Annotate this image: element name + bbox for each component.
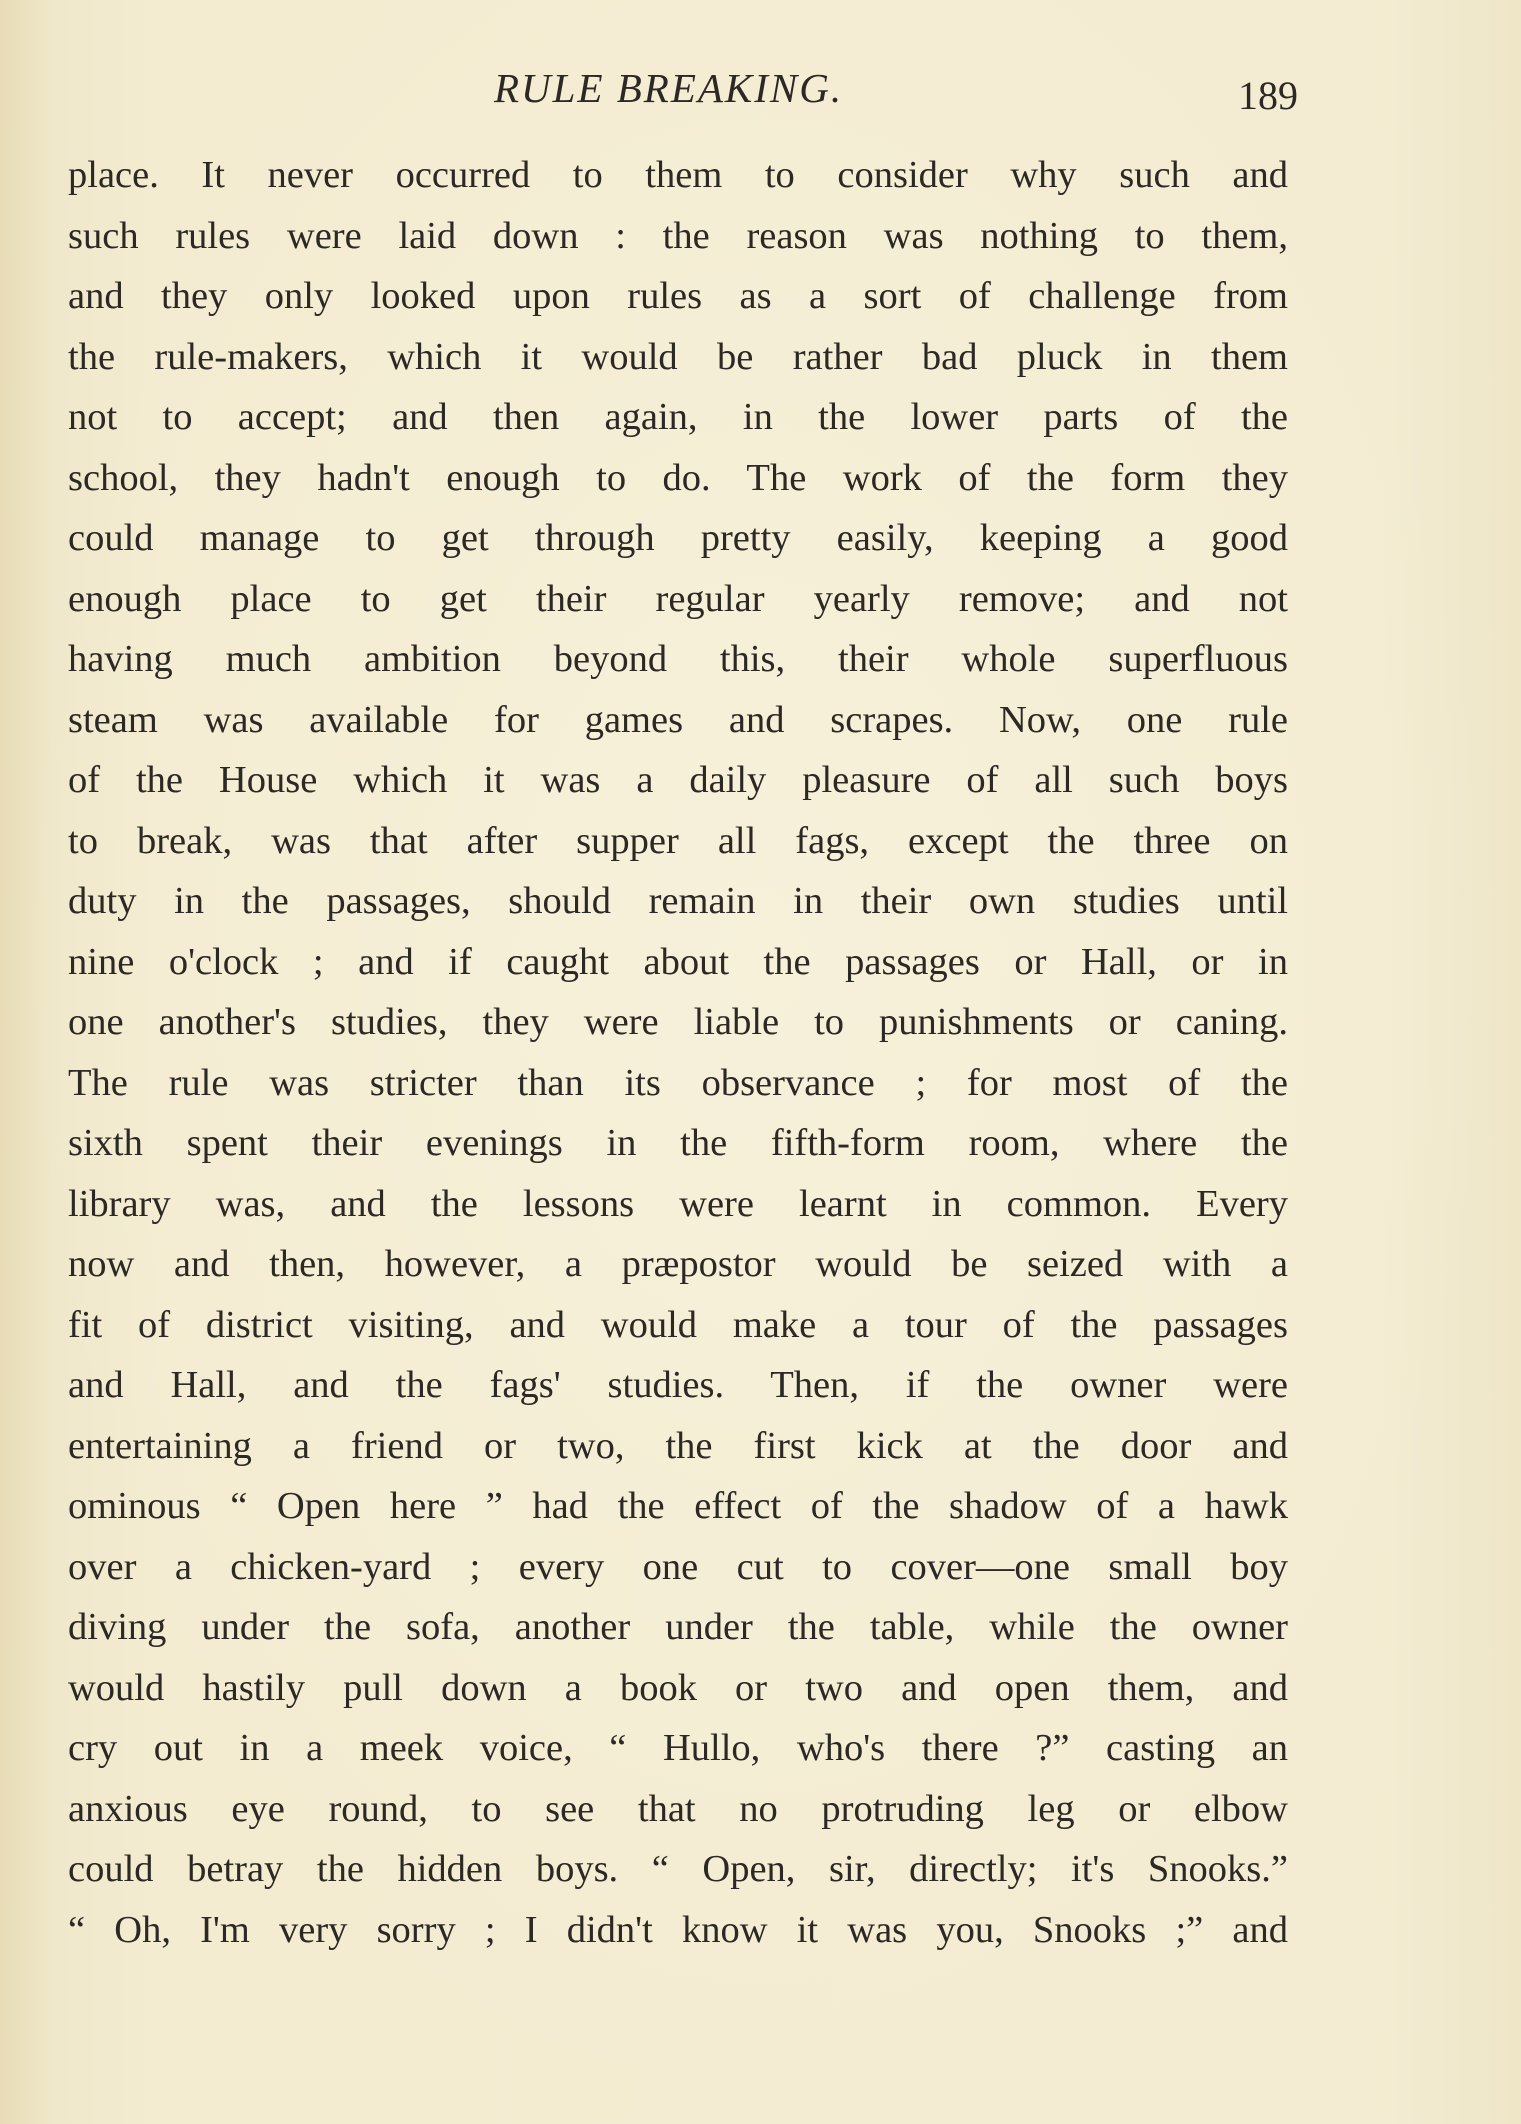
text-line: place. It never occurred to them to consider why such and [68, 154, 1288, 196]
text-line: sixth spent their evenings in the fifth-form room, where the [68, 1122, 1288, 1164]
text-line: would hastily pull down a book or two and open them, and [68, 1666, 1288, 1709]
text-line: duty in the passages, should remain in their own studies until [68, 880, 1288, 922]
text-line: of the House which it was a daily pleasure of all such boys [68, 759, 1288, 801]
text-line: such rules were laid down : the reason was nothing to them, [68, 214, 1288, 257]
text-line: cry out in a meek voice, “ Hullo, who's there ?” casting an [68, 1727, 1288, 1769]
text-line: and Hall, and the fags' studies. Then, if the owner were [68, 1364, 1288, 1406]
page-number: 189 [1238, 73, 1298, 118]
text-line: school, they hadn't enough to do. The work of the form they [68, 456, 1288, 499]
text-line: anxious eye round, to see that no protruding leg or elbow [68, 1787, 1288, 1830]
text-line: could betray the hidden boys. “ Open, sir, directly; it's Snooks.” [68, 1848, 1288, 1890]
text-line: having much ambition beyond this, their whole superfluous [68, 638, 1288, 680]
text-line: to break, was that after supper all fags, except the three on [68, 819, 1288, 862]
text-line: not to accept; and then again, in the lower parts of the [68, 396, 1288, 438]
text-line: steam was available for games and scrapes. Now, one rule [68, 698, 1288, 741]
text-line: could manage to get through pretty easily, keeping a good [68, 517, 1288, 559]
text-line: enough place to get their regular yearly remove; and not [68, 577, 1288, 620]
text-line: library was, and the lessons were learnt in common. Every [68, 1182, 1288, 1225]
text-line: the rule-makers, which it would be rather bad pluck in them [68, 335, 1288, 378]
text-line: entertaining a friend or two, the first kick at the door and [68, 1424, 1288, 1467]
text-line: one another's studies, they were liable to punishments or caning. [68, 1001, 1288, 1043]
text-line: now and then, however, a præpostor would be seized with a [68, 1243, 1288, 1285]
text-line: diving under the sofa, another under the table, while the owner [68, 1606, 1288, 1648]
text-line: over a chicken-yard ; every one cut to cover—one small boy [68, 1545, 1288, 1588]
text-line: ominous “ Open here ” had the effect of the shadow of a hawk [68, 1485, 1288, 1527]
running-title: RULE BREAKING. [494, 65, 844, 111]
text-line: “ Oh, I'm very sorry ; I didn't know it was you, Snooks ;” and [68, 1908, 1288, 1951]
text-line: The rule was stricter than its observance ; for most of the [68, 1061, 1288, 1104]
text-line: and they only looked upon rules as a sort of challenge from [68, 275, 1288, 317]
text-line: nine o'clock ; and if caught about the passages or Hall, or in [68, 940, 1288, 983]
body-text [68, 145, 1288, 1960]
page-header [0, 64, 1521, 124]
text-line: fit of district visiting, and would make a tour of the passages [68, 1303, 1288, 1346]
